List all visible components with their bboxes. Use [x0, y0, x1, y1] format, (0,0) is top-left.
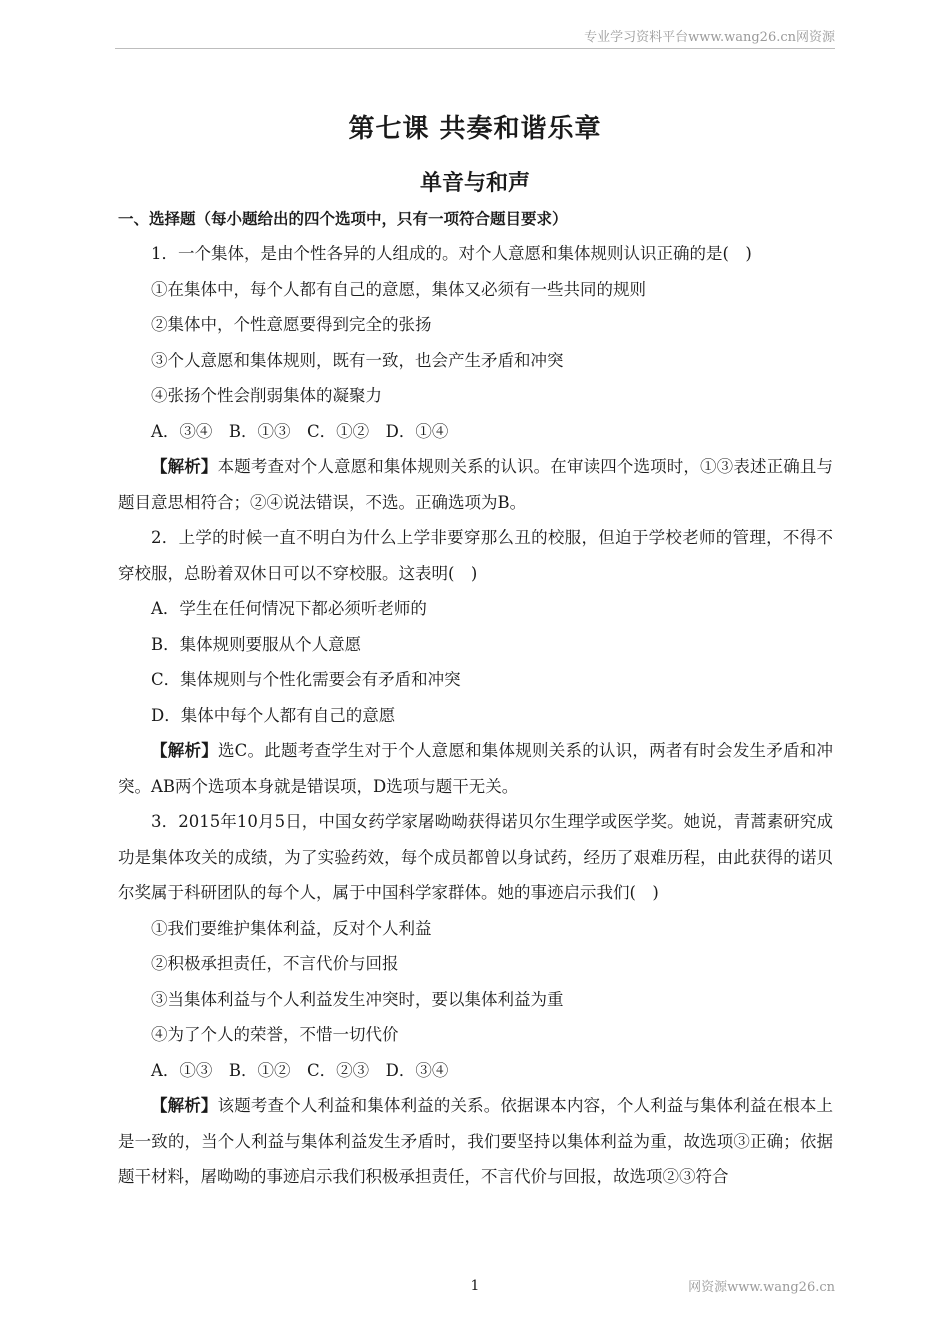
question-2-option-b: B．集体规则要服从个人意愿 — [151, 634, 362, 654]
question-2-option-d: D．集体中每个人都有自己的意愿 — [151, 705, 396, 725]
question-3-option-1: ①我们要维护集体利益，反对个人利益 — [151, 918, 432, 938]
section-subtitle: 单音与和声 — [419, 170, 530, 196]
analysis-label: 【解析】 — [151, 457, 218, 476]
document-body — [118, 236, 833, 1195]
analysis-text: 选C。此题考查学生对于个人意愿和集体规则关系的认识，两者有时会发生矛盾和冲突。AB两个选项本身就是错误项，D选项与题干无关。 — [118, 741, 833, 796]
question-3-stem: 3．2015年10月5日，中国女药学家屠呦呦获得诺贝尔生理学或医学奖。她说，青蒿素研究成功是集体攻关的成绩，为了实验药效，每个成员都曾以身试药，经历了艰难历程，由此获得的诺贝尔奖属于科研团队的每个人，属于中国科学家群体。她的事迹启示我们( ) — [118, 812, 833, 902]
page-header: 专业学习资料平台www.wang26.cn网资源 — [584, 30, 835, 45]
question-1-analysis — [118, 449, 833, 520]
question-3-choices: A．①③ B．①② C．②③ D．③④ — [151, 1060, 449, 1080]
question-1-option-3: ③个人意愿和集体规则，既有一致，也会产生矛盾和冲突 — [151, 350, 564, 370]
question-1-option-1: ①在集体中，每个人都有自己的意愿，集体又必须有一些共同的规则 — [151, 279, 646, 299]
question-2-option-a: A．学生在任何情况下都必须听老师的 — [151, 599, 427, 618]
question-1-stem: 1．一个集体，是由个性各异的人组成的。对个人意愿和集体规则认识正确的是( ) — [151, 244, 752, 263]
analysis-label: 【解析】 — [151, 741, 218, 760]
header-divider — [115, 48, 835, 49]
analysis-text: 本题考查对个人意愿和集体规则关系的认识。在审读四个选项时，①③表述正确且与题目意思相符合；②④说法错误，不选。正确选项为B。 — [118, 457, 834, 512]
question-2-stem: 2．上学的时候一直不明白为什么上学非要穿那么丑的校服，但迫于学校老师的管理，不得不穿校服，总盼着双休日可以不穿校服。这表明( ) — [118, 528, 833, 583]
analysis-label: 【解析】 — [151, 1096, 218, 1115]
question-2-analysis — [118, 733, 833, 804]
page-number: 1 — [470, 1278, 480, 1294]
question-3-analysis — [118, 1088, 833, 1195]
page-footer: 网资源www.wang26.cn — [688, 1280, 835, 1295]
question-1-choices: A．③④ B．①③ C．①② D．①④ — [151, 421, 449, 441]
question-3-option-2: ②积极承担责任，不言代价与回报 — [151, 954, 399, 973]
lesson-title: 第七课 共奏和谐乐章 — [348, 114, 602, 144]
question-2-option-c: C．集体规则与个性化需要会有矛盾和冲突 — [151, 670, 461, 689]
question-section-heading: 一、选择题（每小题给出的四个选项中，只有一项符合题目要求） — [118, 209, 568, 228]
question-1-option-4: ④张扬个性会削弱集体的凝聚力 — [151, 386, 382, 405]
question-3-option-4: ④为了个人的荣誉，不惜一切代价 — [151, 1025, 399, 1044]
analysis-text: 该题考查个人利益和集体利益的关系。依据课本内容，个人利益与集体利益在根本上是一致的，当个人利益与集体利益发生矛盾时，我们要坚持以集体利益为重，故选项③正确；依据题干材料，屠呦呦的事迹启示我们积极承担责任，不言代价与回报，故选项②③符合 — [118, 1096, 834, 1186]
question-1-option-2: ②集体中，个性意愿要得到完全的张扬 — [151, 315, 432, 334]
question-3-option-3: ③当集体利益与个人利益发生冲突时，要以集体利益为重 — [151, 989, 564, 1009]
